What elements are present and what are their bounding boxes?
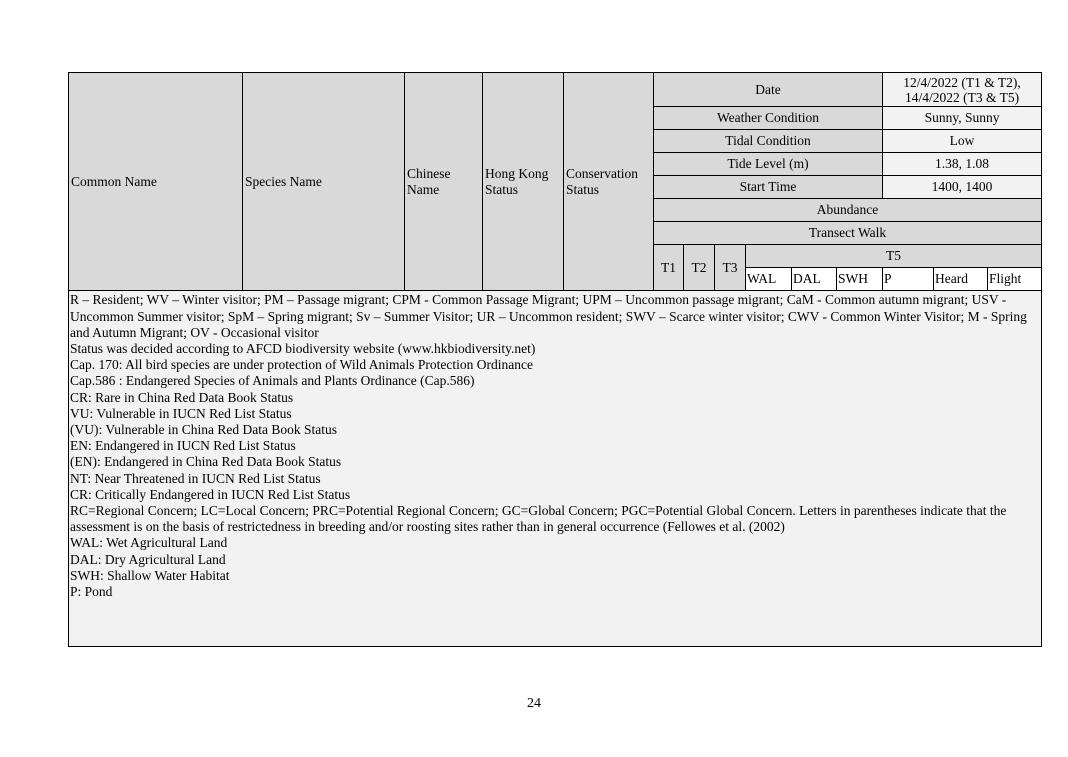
t5-pond-header: P bbox=[883, 268, 934, 291]
note-cap-170: Cap. 170: All bird species are under protection of Wild Animals Protection Ordinance bbox=[70, 357, 533, 373]
note-wal: WAL: Wet Agricultural Land bbox=[70, 535, 228, 551]
common-name-header: Common Name bbox=[69, 73, 243, 291]
transect-t5-header: T5 bbox=[746, 245, 1042, 268]
note-status-source: Status was decided according to AFCD biodiversity website (www.hkbiodiversity.net) bbox=[70, 340, 536, 356]
note-en-china: (EN): Endangered in China Red Data Book Status bbox=[70, 454, 342, 470]
note-cap-586: Cap.586 : Endangered Species of Animals and Plants Ordinance (Cap.586) bbox=[70, 373, 475, 389]
date-label: Date bbox=[654, 73, 883, 107]
tide-level-value: 1.38, 1.08 bbox=[883, 153, 1042, 176]
transect-t3-header: T3 bbox=[715, 245, 746, 291]
t5-swh-header: SWH bbox=[837, 268, 883, 291]
note-dal: DAL: Dry Agricultural Land bbox=[70, 551, 226, 567]
date-value: 12/4/2022 (T1 & T2), 14/4/2022 (T3 & T5) bbox=[883, 73, 1042, 107]
t5-wal-header: WAL bbox=[746, 268, 792, 291]
note-en-iucn: EN: Endangered in IUCN Red List Status bbox=[70, 438, 296, 454]
t5-heard-header: Heard bbox=[934, 268, 988, 291]
t5-dal-header: DAL bbox=[792, 268, 837, 291]
weather-condition-label: Weather Condition bbox=[654, 107, 883, 130]
transect-walk-header: Transect Walk bbox=[654, 222, 1042, 245]
note-vu-iucn: VU: Vulnerable in IUCN Red List Status bbox=[70, 405, 292, 421]
transect-t1-header: T1 bbox=[654, 245, 684, 291]
weather-condition-value: Sunny, Sunny bbox=[883, 107, 1042, 130]
tidal-condition-value: Low bbox=[883, 130, 1042, 153]
note-vu-china: (VU): Vulnerable in China Red Data Book Status bbox=[70, 421, 338, 437]
note-nt-iucn: NT: Near Threatened in IUCN Red List Status bbox=[70, 470, 321, 486]
abundance-header: Abundance bbox=[654, 199, 1042, 222]
page-number: 24 bbox=[527, 696, 541, 711]
chinese-name-header: Chinese Name bbox=[405, 73, 483, 291]
note-cr-china: CR: Rare in China Red Data Book Status bbox=[70, 389, 294, 405]
note-swh: SWH: Shallow Water Habitat bbox=[70, 567, 230, 583]
tidal-condition-label: Tidal Condition bbox=[654, 130, 883, 153]
hong-kong-status-header: Hong Kong Status bbox=[483, 73, 564, 291]
note-pond: P: Pond bbox=[70, 583, 113, 599]
bird-survey-table bbox=[68, 72, 1042, 647]
start-time-value: 1400, 1400 bbox=[883, 176, 1042, 199]
note-status-codes: R – Resident; WV – Winter visitor; PM – Passage migrant; CPM - Common Passage Migrant; UPM – Uncommon passage migrant; CaM - Common autumn migrant; USV - Uncommon Summer visitor; SpM – Spring migrant; Sv – Summer Visitor; UR – Uncommon resident; SWV – Scarce winter visitor; CWV - Common Winter Visitor; M - Spring and Autumn Migrant; OV - Occasional visitor bbox=[70, 292, 1027, 340]
notes-legend bbox=[69, 291, 1042, 647]
note-cr-iucn: CR: Critically Endangered in IUCN Red List Status bbox=[70, 486, 351, 502]
start-time-label: Start Time bbox=[654, 176, 883, 199]
species-name-header: Species Name bbox=[243, 73, 405, 291]
note-concern-levels: RC=Regional Concern; LC=Local Concern; PRC=Potential Regional Concern; GC=Global Concern; PGC=Potential Global Concern. Letters in parentheses indicate that the assessment is on the basis of restrictedness in breeding and/or roosting sites rather than in general occurrence (Fellowes et al. (2002) bbox=[70, 502, 1007, 535]
tide-level-label: Tide Level (m) bbox=[654, 153, 883, 176]
transect-t2-header: T2 bbox=[684, 245, 715, 291]
conservation-status-header: Conservation Status bbox=[564, 73, 654, 291]
t5-flight-header: Flight bbox=[988, 268, 1042, 291]
